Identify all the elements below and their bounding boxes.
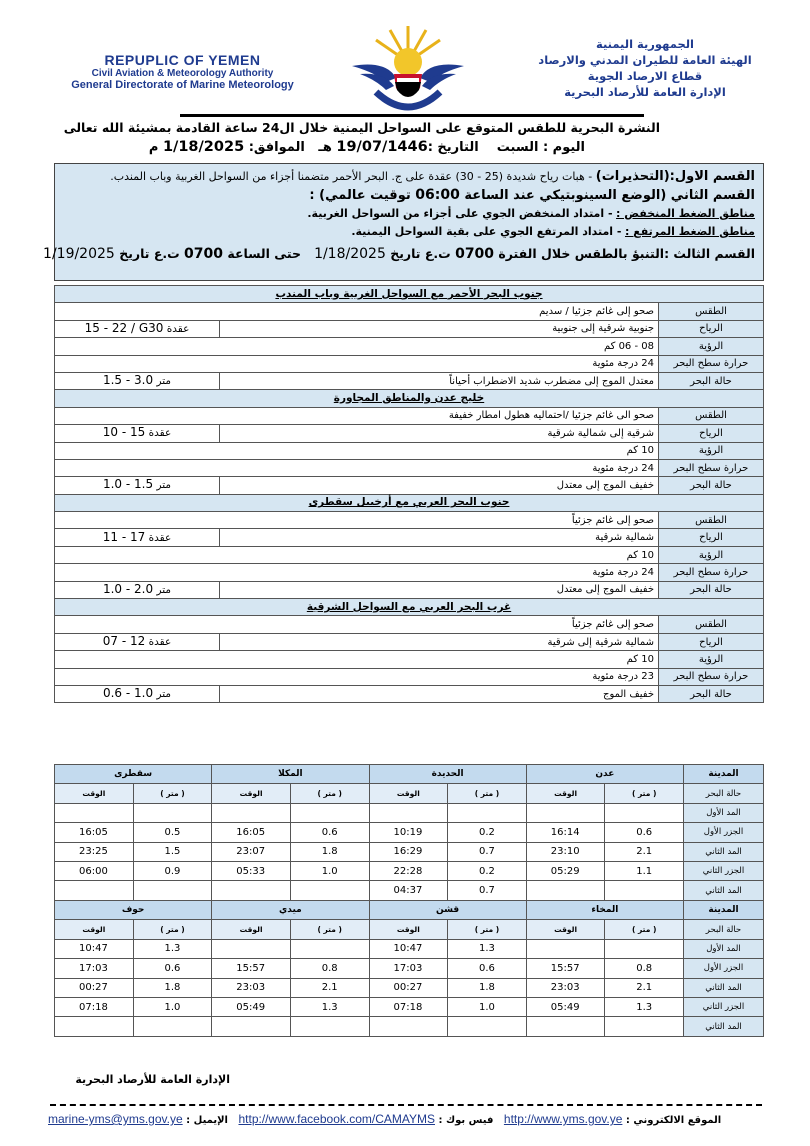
wind-unit: عقدة (148, 636, 172, 648)
tide-height: 0.2 (448, 861, 527, 880)
tide-time (212, 881, 291, 900)
wind-row (55, 320, 764, 337)
tide-height: 1.0 (133, 997, 212, 1016)
section3-date1: 1/18/2025 (314, 246, 386, 262)
day-label: اليوم : (542, 140, 585, 155)
city-name: سقطرى (55, 765, 212, 784)
tide-height (448, 1017, 527, 1036)
wind-speed-cell (55, 529, 220, 546)
weather-value: صحو إلى غائم جزئياً (55, 512, 659, 529)
weather-label: الطقس (659, 407, 764, 424)
wind-unit: عقدة (148, 531, 172, 544)
section2-text-b: توقيت عالمي) : (309, 188, 411, 203)
summary-box (43, 163, 764, 281)
tide-height (605, 803, 684, 822)
en-country: REPUPLIC OF YEMEN (104, 52, 261, 68)
tide-time: 10:47 (55, 939, 134, 958)
tide-subheader-row (55, 784, 764, 803)
facebook-link[interactable]: http://www.facebook.com/CAMAYMS (238, 1112, 435, 1126)
weather-label: الطقس (659, 512, 764, 529)
tide-table-2 (54, 900, 764, 1037)
wind-row (55, 529, 764, 546)
tide-time: 05:49 (526, 997, 605, 1016)
tide-time: 23:25 (55, 842, 134, 861)
city-name: عدن (526, 765, 683, 784)
region-header-row (55, 390, 764, 407)
tide-time: 23:07 (212, 842, 291, 861)
high-pressure-label: مناطق الضغط المرتفع : (624, 225, 755, 238)
weather-row (55, 407, 764, 424)
wind-speed: 07 - 12 (102, 634, 146, 648)
tide-height (133, 1017, 212, 1036)
arabic-header (530, 36, 760, 100)
tide-height: 2.1 (605, 842, 684, 861)
tide-row-label: المد الثاني (684, 881, 764, 900)
sea-state-value: معتدل الموج إلى مضطرب شديد الاضطراب أحياناً (220, 372, 659, 389)
tide-height: 1.3 (605, 997, 684, 1016)
tide-row (55, 881, 764, 900)
visibility-number: 10 (641, 653, 654, 665)
visibility-value (55, 651, 659, 668)
region-name: خليج عدن والمناطق المجاورة (55, 390, 764, 407)
tide-time (369, 1017, 448, 1036)
wind-value: شرقية إلى شمالية شرقية (220, 425, 659, 442)
tide-height: 0.9 (133, 861, 212, 880)
city-label: المدينة (684, 901, 764, 920)
tide-time: 07:18 (55, 997, 134, 1016)
sst-row (55, 459, 764, 476)
tide-time: 05:33 (212, 861, 291, 880)
tide-row-label: الجزر الأول (684, 959, 764, 978)
footer-signature: الإدارة العامة للأرصاد البحرية (75, 1073, 230, 1086)
tide-time (526, 881, 605, 900)
time-header: الوقت (369, 920, 448, 939)
tide-height: 0.6 (605, 823, 684, 842)
meters-header: ( متر ) (133, 920, 212, 939)
ar-country: الجمهورية اليمنية (595, 37, 694, 51)
wave-height: 1.0 - 1.5 (102, 477, 154, 492)
region-header-row (55, 494, 764, 511)
tide-height: 1.8 (448, 978, 527, 997)
visibility-number: 10 (641, 445, 654, 457)
time-header: الوقت (55, 920, 134, 939)
visibility-row (55, 338, 764, 355)
wave-height: 0.6 - 1.0 (102, 686, 154, 701)
wind-row (55, 633, 764, 650)
meters-header: ( متر ) (448, 784, 527, 803)
tide-table-1 (54, 764, 764, 901)
meters-header: ( متر ) (448, 920, 527, 939)
city-name: حوف (55, 901, 212, 920)
ar-authority: الهيئة العامة للطيران المدني والارصاد (538, 53, 752, 67)
greg-date: 1/18/2025 (162, 139, 245, 155)
tide-height: 0.8 (290, 959, 369, 978)
sea-state-label: حالة البحر (659, 685, 764, 702)
low-pressure-row (63, 205, 755, 223)
wind-label: الرياح (659, 320, 764, 337)
visibility-unit: كم (626, 653, 639, 665)
weather-row (55, 303, 764, 320)
tide-time: 16:05 (212, 823, 291, 842)
tide-height: 0.6 (290, 823, 369, 842)
visibility-row (55, 651, 764, 668)
sst-label: حرارة سطح البحر (659, 564, 764, 581)
visibility-unit: كم (626, 549, 639, 561)
tide-height: 1.5 (133, 842, 212, 861)
visibility-value (55, 338, 659, 355)
tide-height: 0.7 (448, 842, 527, 861)
tide-time: 07:18 (369, 997, 448, 1016)
wind-label: الرياح (659, 529, 764, 546)
wave-height-cell (55, 581, 220, 598)
section3-text: القسم الثالث :التنبؤ بالطقس خلال الفترة (498, 246, 755, 261)
visibility-label: الرؤية (659, 442, 764, 459)
wind-speed-cell (55, 633, 220, 650)
tide-height: 0.5 (133, 823, 212, 842)
tide-time: 04:37 (369, 881, 448, 900)
wave-height-cell (55, 372, 220, 389)
tide-time: 16:29 (369, 842, 448, 861)
city-name: المكلا (212, 765, 369, 784)
meters-header: ( متر ) (133, 784, 212, 803)
section3-time2: 0700 (184, 246, 224, 262)
wind-speed: 15 - 22 / G30 (84, 320, 164, 335)
sst-row (55, 564, 764, 581)
tide-row-label: المد الثاني (684, 842, 764, 861)
tide-time (526, 803, 605, 822)
site-label: الموقع الالكتروني : (625, 1115, 722, 1126)
tide-height: 1.3 (448, 939, 527, 958)
tide-time (55, 1017, 134, 1036)
tide-time: 23:03 (212, 978, 291, 997)
city-label: المدينة (684, 765, 764, 784)
wind-value: شمالية شرقية إلى شرقية (220, 633, 659, 650)
time-header: الوقت (369, 784, 448, 803)
weather-value: صحو إلى غائم جزئيا / سديم (55, 303, 659, 320)
header-divider (180, 114, 644, 117)
tide-subheader-row (55, 920, 764, 939)
tide-time: 05:29 (526, 861, 605, 880)
time-header: الوقت (55, 784, 134, 803)
tide-city-row (55, 901, 764, 920)
tide-time: 05:49 (212, 997, 291, 1016)
tide-height: 0.6 (133, 959, 212, 978)
sea-state-value: خفيف الموج (220, 685, 659, 702)
weather-label: الطقس (659, 303, 764, 320)
wave-height-cell (55, 477, 220, 494)
tide-time: 10:19 (369, 823, 448, 842)
wind-speed: 10 - 15 (102, 425, 146, 440)
tide-height: 1.3 (290, 997, 369, 1016)
tide-height (290, 939, 369, 958)
tide-time: 17:03 (55, 959, 134, 978)
tide-time: 15:57 (212, 959, 291, 978)
tide-row-label: الجزر الثاني (684, 997, 764, 1016)
tide-row (55, 861, 764, 880)
email-label: الإيميل : (186, 1115, 228, 1126)
tide-height: 0.8 (605, 959, 684, 978)
time-header: الوقت (526, 920, 605, 939)
bulletin-title: النشرة البحرية للطقس المتوقع على السواحل اليمنية خلال ال24 ساعة القادمة بمشيئة الله تعالى (63, 120, 660, 135)
weather-label: الطقس (659, 616, 764, 633)
sea-state-row (55, 581, 764, 598)
wind-value: شمالية شرقية (220, 529, 659, 546)
tide-height: 1.8 (133, 978, 212, 997)
section3-date2: 1/19/2025 (43, 246, 115, 262)
en-authority: Civil Aviation & Meteorology Authority (91, 68, 274, 79)
tide-time (369, 803, 448, 822)
tide-time: 10:47 (369, 939, 448, 958)
sea-state-value: خفيف الموج إلى معتدل (220, 477, 659, 494)
high-pressure-text: - امتداد المرتفع الجوي على بقية السواحل اليمنية. (351, 225, 622, 238)
wind-unit: عقدة (148, 427, 172, 440)
visibility-value (55, 546, 659, 563)
region-name: جنوب البحر العربي مع أرخبيل سقطرى (55, 494, 764, 511)
tide-height (448, 803, 527, 822)
high-pressure-row (63, 223, 755, 241)
tide-time (212, 1017, 291, 1036)
sea-state-label: حالة البحر (684, 920, 764, 939)
weather-value: صحو الى غائم جزئيا /احتماليه هطول امطار خفيفة (55, 407, 659, 424)
region-name: غرب البحر العربي مع السواحل الشرقية (55, 599, 764, 616)
section2-time: 06:00 (415, 187, 460, 203)
tide-height: 0.6 (448, 959, 527, 978)
wind-row (55, 425, 764, 442)
wave-height-cell (55, 685, 220, 702)
wave-height: 1.5 - 3.0 (102, 373, 154, 388)
ar-sector: قطاع الارصاد الجوية (587, 69, 703, 83)
tide-row (55, 1017, 764, 1036)
region-header-row (55, 599, 764, 616)
date-label: التاريخ : (427, 140, 479, 155)
sea-state-label: حالة البحر (659, 372, 764, 389)
meters-header: ( متر ) (605, 920, 684, 939)
site-link[interactable]: http://www.yms.gov.ye (503, 1112, 623, 1126)
tide-height (133, 803, 212, 822)
hijri-date: 19/07/1446 (336, 139, 428, 155)
tide-height (605, 1017, 684, 1036)
tide-row-label: الجزر الثاني (684, 861, 764, 880)
time-header: الوقت (212, 784, 291, 803)
wind-label: الرياح (659, 633, 764, 650)
date-line (149, 139, 585, 155)
sst-label: حرارة سطح البحر (659, 668, 764, 685)
tide-row (55, 978, 764, 997)
region-header-row (55, 286, 764, 303)
tide-time (55, 881, 134, 900)
sst-label: حرارة سطح البحر (659, 459, 764, 476)
visibility-row (55, 442, 764, 459)
tide-time (526, 1017, 605, 1036)
wave-unit: متر (156, 375, 172, 388)
wind-speed: 11 - 17 (102, 529, 146, 544)
tide-height (290, 881, 369, 900)
authority-logo (346, 22, 470, 118)
wave-height: 1.0 - 2.0 (102, 581, 154, 596)
sea-state-label: حالة البحر (684, 784, 764, 803)
sea-state-row (55, 372, 764, 389)
tide-height (605, 881, 684, 900)
sst-value (55, 564, 659, 581)
greg-suffix: م (148, 140, 159, 155)
meters-header: ( متر ) (290, 920, 369, 939)
tide-time: 15:57 (526, 959, 605, 978)
section3-mid2: حتى الساعة (227, 246, 301, 261)
region-name: جنوب البحر الأحمر مع السواحل الغربية وباب المندب (55, 286, 764, 303)
visibility-label: الرؤية (659, 651, 764, 668)
sst-unit: درجة مئوية (592, 358, 639, 370)
section1-row (63, 168, 755, 186)
tide-height: 1.0 (448, 997, 527, 1016)
email-link[interactable]: marine-yms@yms.gov.ye (48, 1112, 183, 1126)
section3-mid3: ت.ع تاريخ (119, 246, 180, 261)
hijri-suffix: هـ (318, 140, 332, 155)
tide-time (212, 939, 291, 958)
wind-unit: عقدة (166, 322, 190, 335)
sst-unit: درجة مئوية (592, 462, 639, 474)
visibility-row (55, 546, 764, 563)
tide-time (526, 939, 605, 958)
tide-time: 00:27 (55, 978, 134, 997)
sea-state-row (55, 685, 764, 702)
sst-value (55, 668, 659, 685)
section3-mid1: ت.ع تاريخ (390, 246, 451, 261)
tide-city-row (55, 765, 764, 784)
tide-height: 1.3 (133, 939, 212, 958)
section1-label: القسم الاول:(التحذيرات) (595, 169, 755, 184)
tide-time: 23:10 (526, 842, 605, 861)
sea-state-value: خفيف الموج إلى معتدل (220, 581, 659, 598)
tide-row (55, 803, 764, 822)
low-pressure-label: مناطق الضغط المنخفض : (616, 207, 755, 220)
sst-unit: درجة مئوية (592, 566, 639, 578)
sst-unit: درجة مئوية (592, 671, 639, 683)
visibility-number: 08 - 06 (618, 340, 654, 352)
tide-time (212, 803, 291, 822)
weather-value: صحو إلى غائم جزئياً (55, 616, 659, 633)
english-header (40, 52, 325, 91)
visibility-label: الرؤية (659, 338, 764, 355)
visibility-number: 10 (641, 549, 654, 561)
sst-row (55, 668, 764, 685)
time-header: الوقت (526, 784, 605, 803)
wave-unit: متر (156, 583, 172, 596)
wind-speed-cell (55, 425, 220, 442)
agree-label: الموافق: (248, 140, 305, 155)
wave-unit: متر (156, 479, 172, 492)
visibility-value (55, 442, 659, 459)
meters-header: ( متر ) (605, 784, 684, 803)
sst-row (55, 355, 764, 372)
tide-row-label: المد الأول (684, 803, 764, 822)
visibility-unit: كم (626, 445, 639, 457)
sst-number: 24 (641, 566, 654, 578)
tide-height (290, 1017, 369, 1036)
tide-row (55, 959, 764, 978)
tide-row-label: المد الأول (684, 939, 764, 958)
sst-value (55, 459, 659, 476)
footer-links (48, 1112, 778, 1126)
visibility-label: الرؤية (659, 546, 764, 563)
footer-divider (50, 1104, 762, 1106)
tide-row-label: المد الثاني (684, 1017, 764, 1036)
weather-row (55, 512, 764, 529)
sst-label: حرارة سطح البحر (659, 355, 764, 372)
section3-row (43, 245, 755, 263)
forecast-table (54, 285, 764, 703)
tide-row (55, 823, 764, 842)
tide-height: 2.1 (290, 978, 369, 997)
tide-height: 1.0 (290, 861, 369, 880)
tide-time: 06:00 (55, 861, 134, 880)
tide-time: 16:14 (526, 823, 605, 842)
wind-label: الرياح (659, 425, 764, 442)
tide-height (605, 939, 684, 958)
day-value: السبت (496, 140, 539, 155)
tide-height: 0.7 (448, 881, 527, 900)
sst-number: 23 (641, 671, 654, 683)
meters-header: ( متر ) (290, 784, 369, 803)
sea-state-row (55, 477, 764, 494)
section1-text: - هبات رياح شديدة (25 - 30) عقدة على ج. البحر الأحمر متضمنا أجزاء من السواحل الغربية وباب المندب. (110, 170, 593, 183)
sea-state-label: حالة البحر (659, 477, 764, 494)
tide-time: 00:27 (369, 978, 448, 997)
wind-value: جنوبية شرقية إلى جنوبية (220, 320, 659, 337)
tide-height: 0.2 (448, 823, 527, 842)
weather-row (55, 616, 764, 633)
tide-row-label: المد الثاني (684, 978, 764, 997)
tide-time: 23:03 (526, 978, 605, 997)
time-header: الوقت (212, 920, 291, 939)
sst-number: 24 (641, 462, 654, 474)
tide-row-label: الجزر الأول (684, 823, 764, 842)
tide-row (55, 997, 764, 1016)
tide-time: 22:28 (369, 861, 448, 880)
city-name: قشن (369, 901, 526, 920)
tide-time: 16:05 (55, 823, 134, 842)
tide-height: 2.1 (605, 978, 684, 997)
city-name: المخاء (526, 901, 683, 920)
section2-row (63, 186, 755, 205)
tide-height (290, 803, 369, 822)
facebook-label: فيس بوك : (438, 1115, 494, 1126)
tide-time (55, 803, 134, 822)
ar-directorate: الإدارة العامة للأرصاد البحرية (564, 85, 726, 99)
city-name: ميدي (212, 901, 369, 920)
wind-speed-cell (55, 320, 220, 337)
tide-height (133, 881, 212, 900)
tide-time: 17:03 (369, 959, 448, 978)
section3-time1: 0700 (455, 246, 495, 262)
tide-height: 1.8 (290, 842, 369, 861)
sea-state-label: حالة البحر (659, 581, 764, 598)
visibility-unit: كم (603, 340, 616, 352)
wave-unit: متر (156, 688, 172, 701)
section2-text-a: القسم الثاني (الوضع السينوبتيكي عند الساعة (464, 188, 755, 203)
low-pressure-text: - امتداد المنخفض الجوي على أجزاء من السواحل الغربية. (307, 207, 613, 220)
tide-row (55, 939, 764, 958)
sst-number: 24 (641, 358, 654, 370)
sst-value (55, 355, 659, 372)
tide-row (55, 842, 764, 861)
tide-height: 1.1 (605, 861, 684, 880)
city-name: الحديدة (369, 765, 526, 784)
en-directorate: General Directorate of Marine Meteorology (71, 79, 294, 91)
